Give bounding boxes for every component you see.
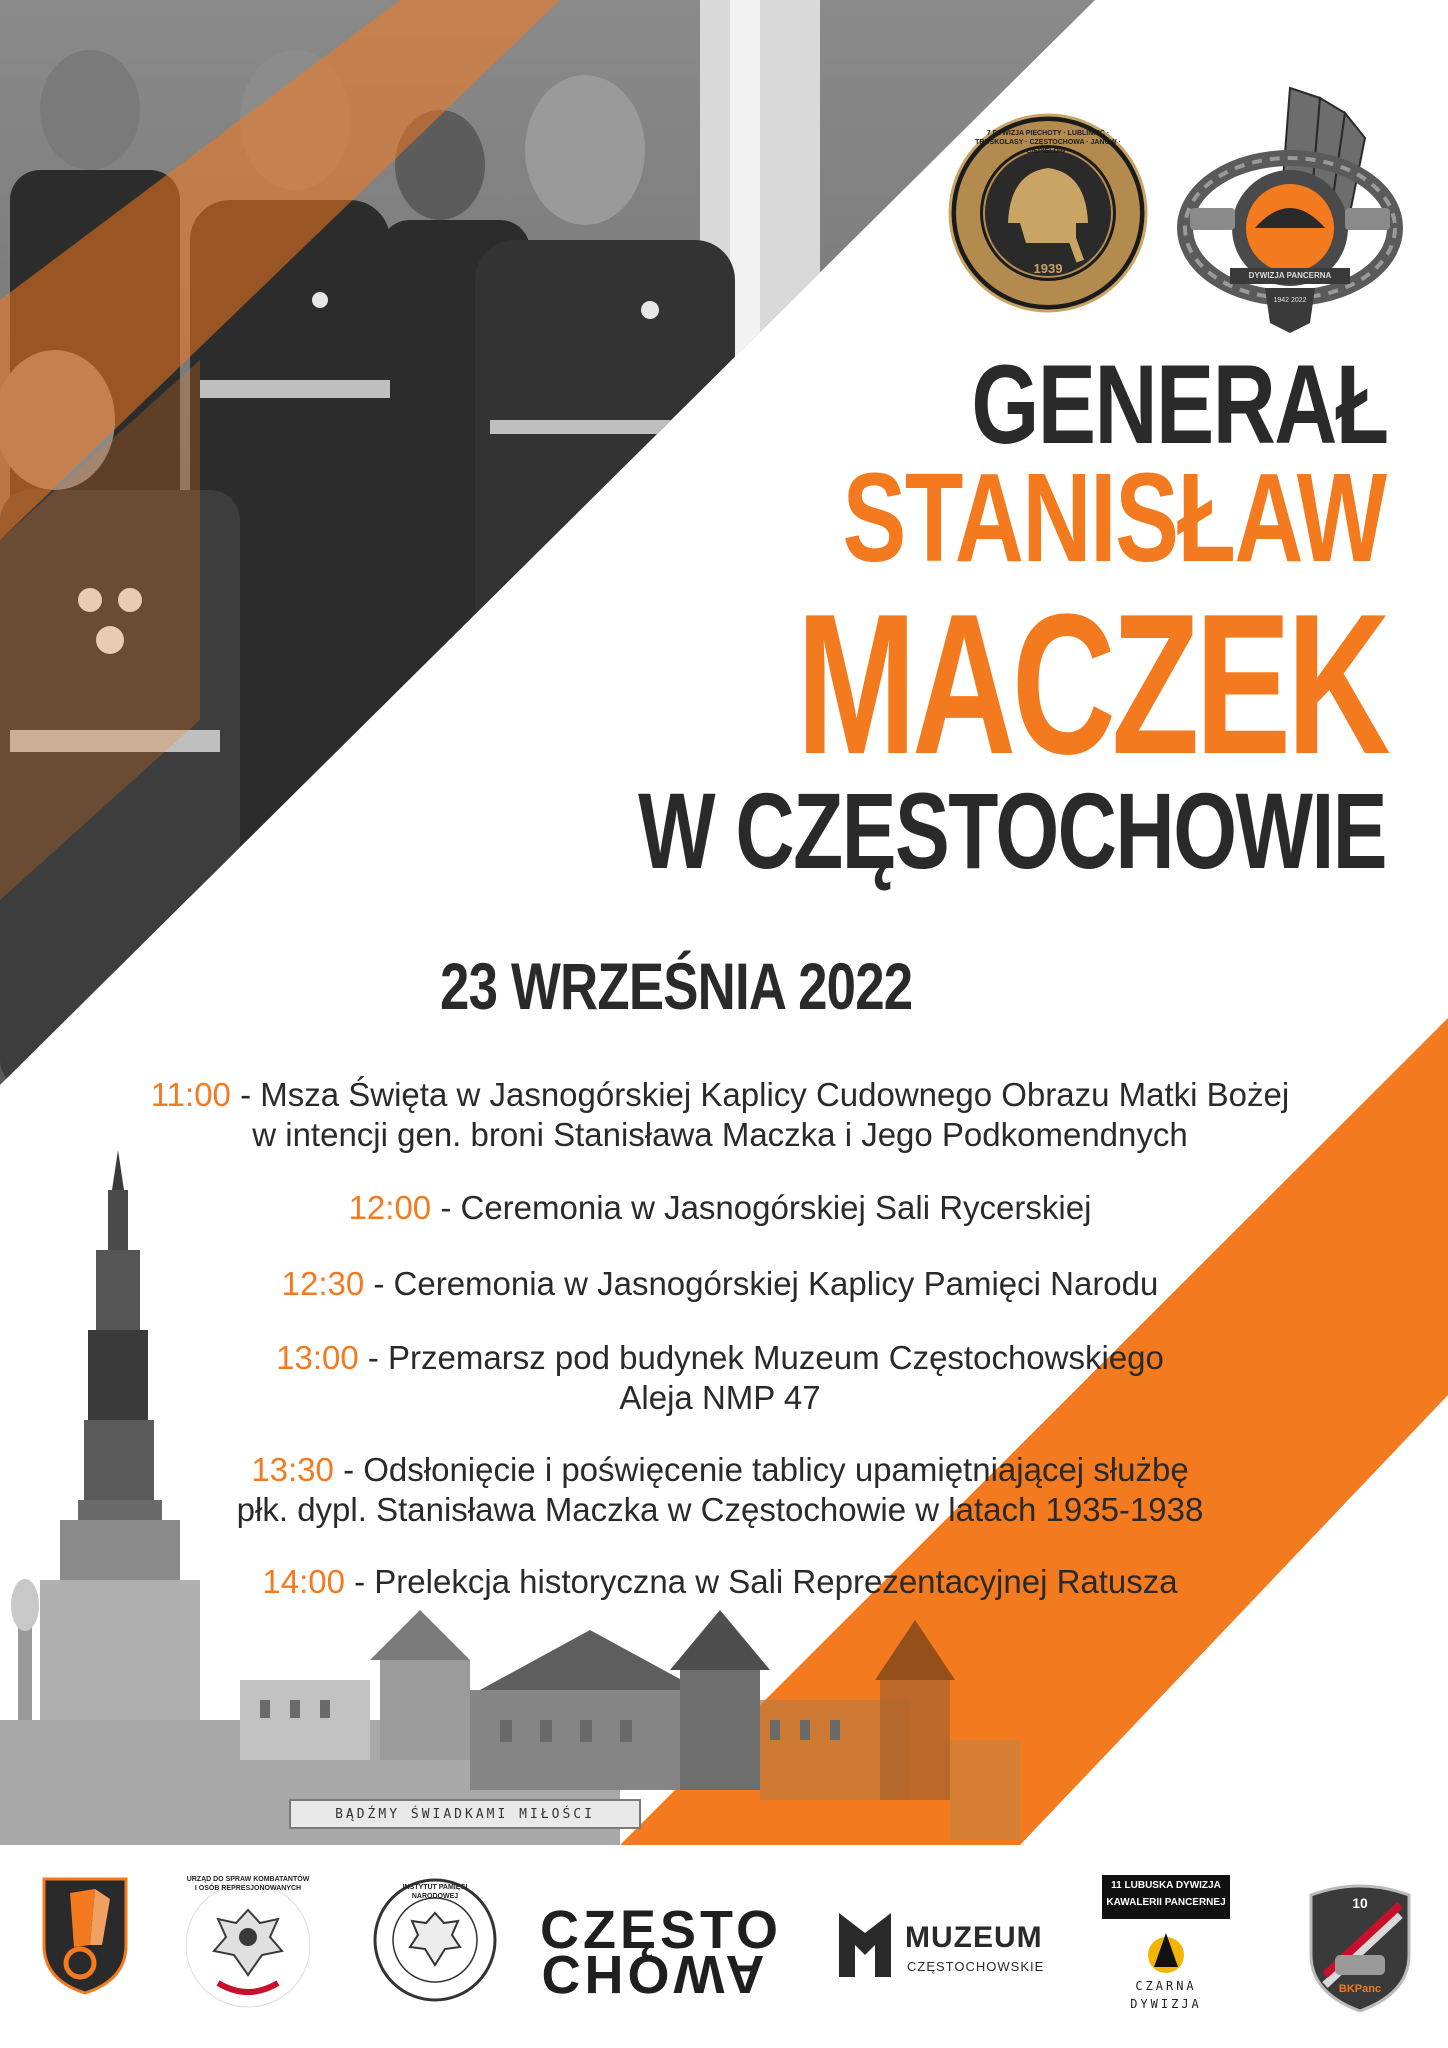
title-city: W CZĘSTOCHOWIE — [638, 770, 1386, 891]
muzeum-title: MUZEUM — [905, 1921, 1043, 1954]
division-line1: 11 LUBUSKA DYWIZJA — [1111, 1880, 1221, 1891]
badge-right-band-text: DYWIZJA PANCERNA — [1248, 271, 1332, 280]
schedule-item — [90, 1075, 1350, 1155]
schedule-time: 14:00 — [262, 1563, 345, 1600]
badge-7-dywizja-piechoty — [948, 113, 1148, 313]
division-line3: CZARNA — [1135, 1979, 1197, 1993]
logo-ipn — [370, 1875, 500, 2015]
schedule-text: - Ceremonia w Jasnogórskiej Sali Rycerskiej — [431, 1189, 1092, 1226]
badge-1-dywizja-pancerna — [1170, 78, 1410, 338]
title-first-name: STANISŁAW — [842, 447, 1386, 588]
building-banner — [290, 1802, 640, 1826]
schedule-time: 12:00 — [348, 1189, 432, 1226]
bkpanc-number: 10 — [1352, 1895, 1368, 1911]
logo-dywizja-shield — [40, 1875, 130, 2015]
udskior-text: URZĄD DO SPRAW KOMBATANTÓW I OSÓB REPRESJONOWANYCH — [186, 1876, 310, 1892]
title-surname: MACZEK — [795, 573, 1386, 796]
schedule-text: - Odsłonięcie i poświęcenie tablicy upamiętniającej służbę — [333, 1451, 1189, 1488]
muzeum-subtitle: CZĘSTOCHOWSKIE — [907, 1959, 1045, 1974]
schedule-item — [90, 1338, 1350, 1418]
schedule-time: 13:00 — [276, 1339, 359, 1376]
division-line4: DYWIZJA — [1130, 1997, 1202, 2011]
partner-logos — [0, 1845, 1448, 2048]
schedule-text: - Przemarsz pod budynek Muzeum Częstochowskiego — [358, 1339, 1164, 1376]
schedule-text-2: płk. dypl. Stanisława Maczka w Częstochowie w latach 1935-1938 — [236, 1491, 1204, 1528]
badge-left-ring-text: 7 DYWIZJA PIECHOTY · LUBLINIEC · TRUSKOLASY · CZĘSTOCHOWA · JANÓW · CIEPIELÓW · — [975, 130, 1121, 155]
schedule-item — [90, 1188, 1350, 1228]
ipn-text: INSTYTUT PAMIĘCI NARODOWEJ — [402, 1884, 468, 1900]
czesto-bottom: CHOWA — [541, 1944, 769, 2004]
schedule-time: 11:00 — [150, 1076, 231, 1113]
logo-muzeum — [835, 1875, 1065, 2015]
schedule-item — [90, 1450, 1350, 1530]
schedule-time: 13:30 — [251, 1451, 334, 1488]
event-date: 23 WRZEŚNIA 2022 — [440, 949, 913, 1023]
division-line2: KAWALERII PANCERNEJ — [1106, 1897, 1226, 1908]
schedule-text-2: Aleja NMP 47 — [619, 1379, 821, 1416]
czesto-top: CZĘSTO — [540, 1900, 783, 1960]
banner-text: BĄDŹMY ŚWIADKAMI MIŁOŚCI — [335, 1806, 595, 1822]
schedule-item — [90, 1562, 1350, 1602]
schedule-time: 12:30 — [281, 1265, 365, 1302]
badge-left-year: 1939 — [1033, 261, 1063, 276]
logo-11-dywizja — [1102, 1875, 1230, 2015]
schedule-text: - Prelekcja historyczna w Sali Reprezentacyjnej Ratusza — [344, 1563, 1178, 1600]
badge-right-years: 1942 2022 — [1273, 297, 1307, 304]
logo-10-bkpanc — [1305, 1875, 1415, 2015]
logo-udskior — [178, 1875, 318, 2015]
schedule-text: - Ceremonia w Jasnogórskiej Kaplicy Pamięci Narodu — [364, 1265, 1159, 1302]
schedule-text-2: w intencji gen. broni Stanisława Maczka i Jego Podkomendnych — [252, 1116, 1188, 1153]
bkpanc-label: BKPanc — [1338, 1983, 1382, 1995]
logo-czestochowa — [540, 1875, 783, 2015]
schedule-item — [90, 1264, 1350, 1304]
schedule-text: - Msza Święta w Jasnogórskiej Kaplicy Cudownego Obrazu Matki Bożej — [230, 1076, 1290, 1113]
title-general: GENERAŁ — [971, 342, 1388, 467]
